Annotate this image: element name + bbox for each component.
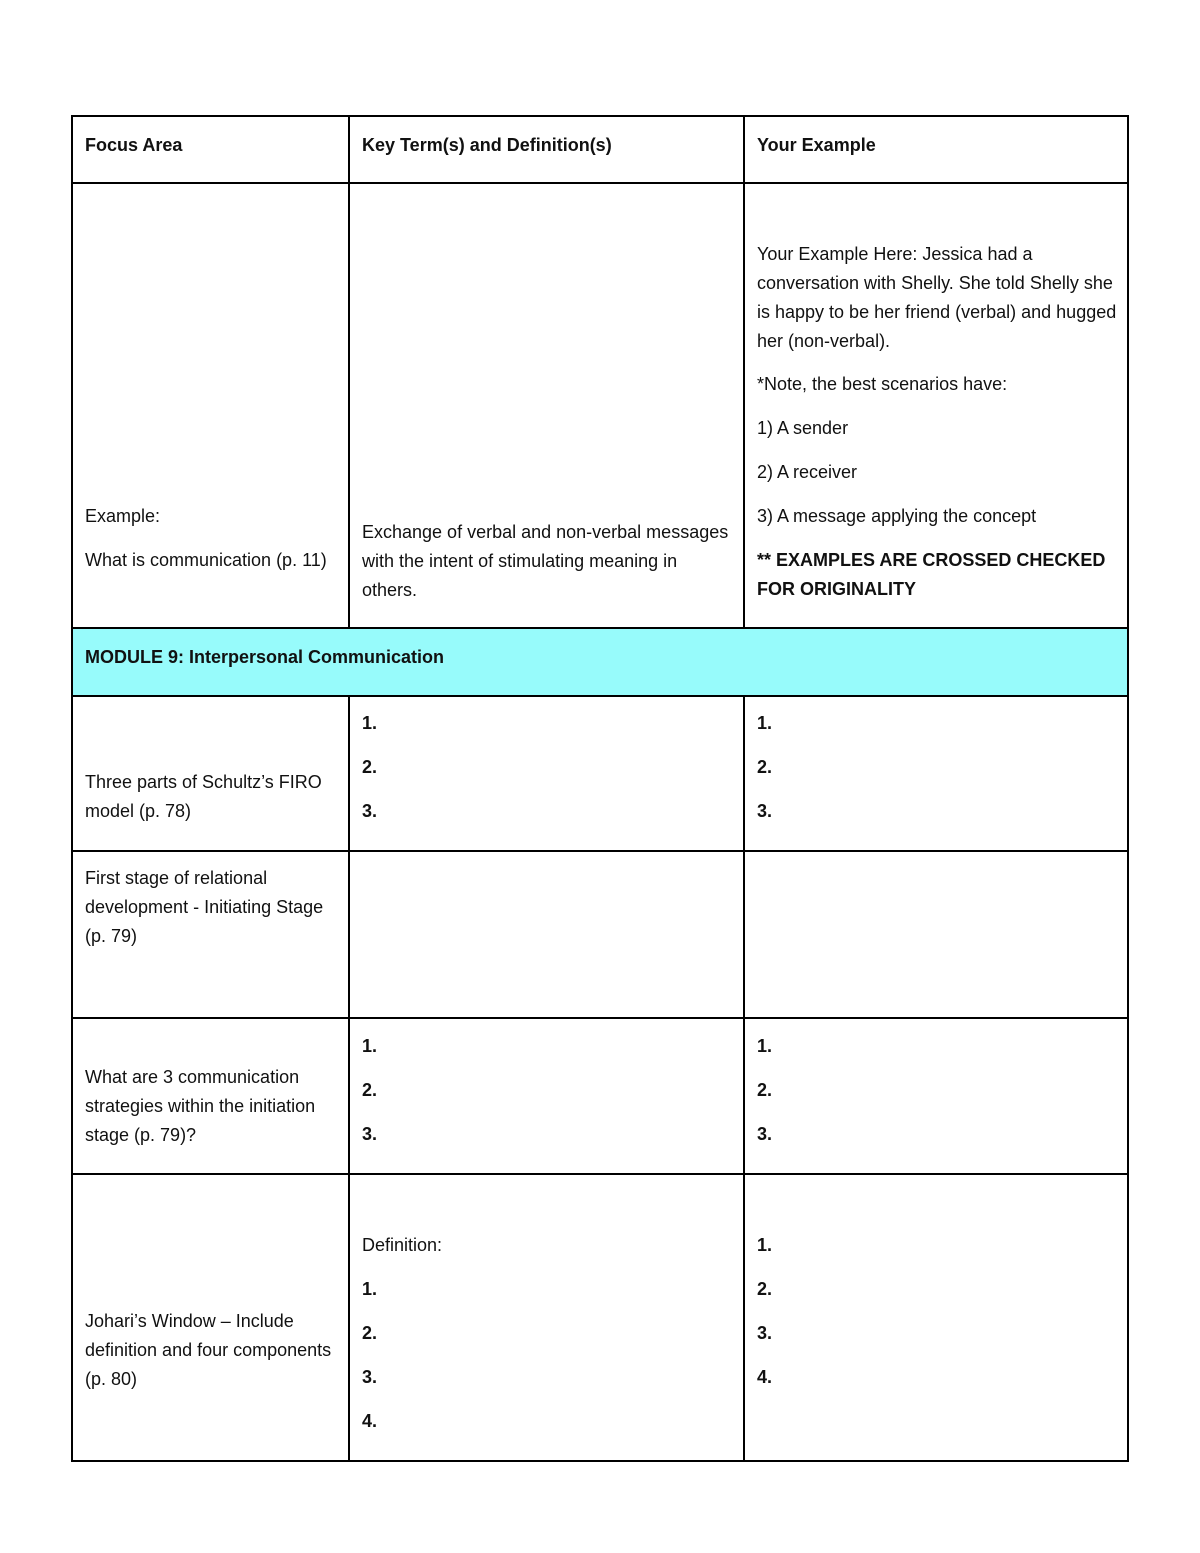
- list-item: 2.: [362, 1080, 378, 1100]
- example-note: *Note, the best scenarios have:: [757, 374, 1008, 394]
- firo-terms-list: [350, 709, 743, 826]
- list-item: 3.: [362, 1124, 378, 1144]
- list-item: 1.: [757, 1036, 773, 1056]
- row-divider: [73, 627, 1127, 629]
- worksheet-table: [71, 115, 1129, 1462]
- strategies-terms-list: [350, 1032, 743, 1149]
- johari-example-list: [745, 1231, 1129, 1392]
- initiating-stage-example: [745, 864, 1129, 1014]
- johari-terms-list: [350, 1231, 743, 1436]
- row-divider: [73, 695, 1127, 697]
- list-item: 4.: [757, 1367, 773, 1387]
- row-divider: [73, 850, 1127, 852]
- note-item: 1) A sender: [757, 418, 849, 438]
- row-divider: [73, 1017, 1127, 1019]
- example-scenario: Your Example Here: Jessica had a conversation with Shelly. She told Shelly she is happy to be her friend (verbal) and hugged her (non-verbal).: [757, 244, 1117, 351]
- list-item: 3.: [757, 1323, 773, 1343]
- list-item: 1.: [362, 713, 378, 733]
- list-item: 2.: [757, 1080, 773, 1100]
- list-item: 2.: [362, 757, 378, 777]
- header-focus-area: Focus Area: [85, 135, 183, 155]
- example-definition: Exchange of verbal and non-verbal messages with the intent of stimulating meaning in others.: [362, 522, 729, 600]
- johari-focus: Johari’s Window – Include definition and four components (p. 80): [85, 1311, 332, 1389]
- row-divider: [73, 182, 1127, 184]
- header-key-terms: Key Term(s) and Definition(s): [362, 135, 612, 155]
- module-title: MODULE 9: Interpersonal Communication: [85, 647, 445, 667]
- list-item: 3.: [757, 801, 773, 821]
- firo-focus: Three parts of Schultz’s FIRO model (p. 78): [85, 772, 322, 821]
- initiating-stage-terms: [350, 864, 743, 1014]
- example-question: What is communication (p. 11): [85, 550, 327, 570]
- example-label: Example:: [85, 506, 161, 526]
- definition-label: Definition:: [362, 1235, 443, 1255]
- list-item: 4.: [362, 1411, 378, 1431]
- originality-warning: ** EXAMPLES ARE CROSSED CHECKED FOR ORIGINALITY: [757, 550, 1106, 599]
- initiating-stage-focus: First stage of relational development - Initiating Stage (p. 79): [85, 868, 324, 946]
- list-item: 1.: [362, 1036, 378, 1056]
- strategies-focus: What are 3 communication strategies within the initiation stage (p. 79)?: [85, 1067, 316, 1145]
- example-focus-cell: [73, 502, 348, 575]
- list-item: 1.: [362, 1279, 378, 1299]
- example-definition-cell: [350, 518, 743, 605]
- example-your-example-cell: [745, 240, 1129, 604]
- list-item: 2.: [757, 757, 773, 777]
- strategies-example-list: [745, 1032, 1129, 1149]
- list-item: 3.: [757, 1124, 773, 1144]
- note-item: 3) A message applying the concept: [757, 506, 1037, 526]
- list-item: 2.: [757, 1279, 773, 1299]
- note-item: 2) A receiver: [757, 462, 858, 482]
- firo-example-list: [745, 709, 1129, 826]
- list-item: 3.: [362, 1367, 378, 1387]
- list-item: 3.: [362, 801, 378, 821]
- list-item: 1.: [757, 1235, 773, 1255]
- list-item: 2.: [362, 1323, 378, 1343]
- list-item: 1.: [757, 713, 773, 733]
- row-divider: [73, 1173, 1127, 1175]
- header-your-example: Your Example: [757, 135, 876, 155]
